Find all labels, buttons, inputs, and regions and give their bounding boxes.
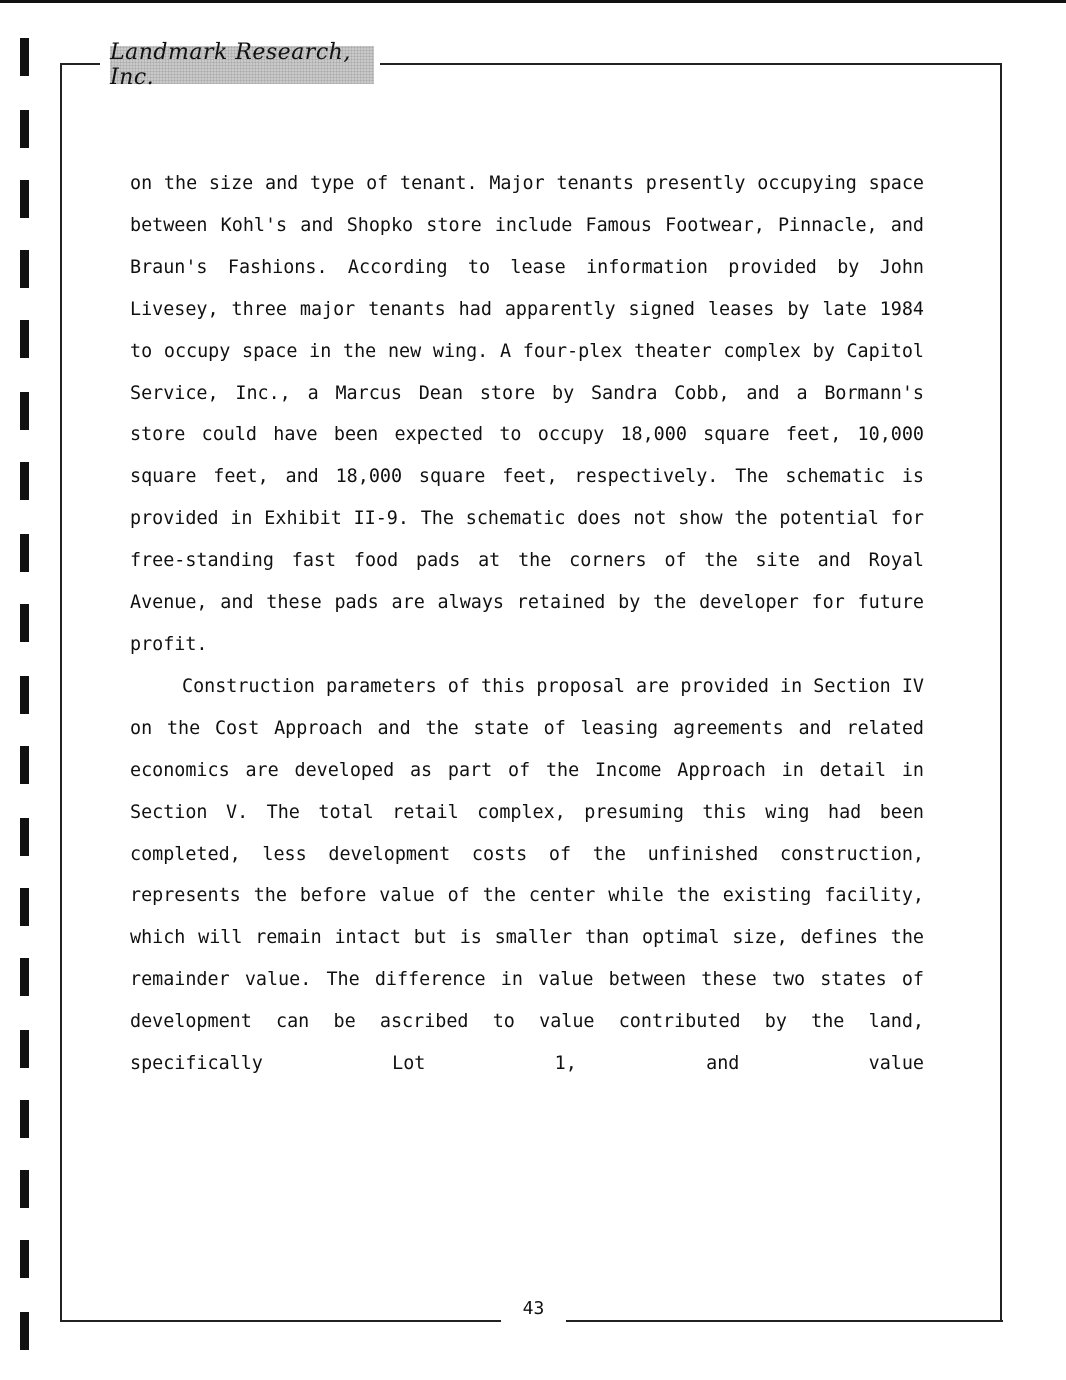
binding-hole <box>20 110 29 148</box>
binding-hole <box>20 676 29 714</box>
binding-hole <box>20 320 29 358</box>
binding-hole <box>20 604 29 642</box>
binding-hole <box>20 888 29 926</box>
binding-hole <box>20 818 29 856</box>
binding-hole <box>20 958 29 996</box>
page-number: 43 <box>522 1298 545 1319</box>
binding-hole <box>20 462 29 500</box>
body-paragraph: Construction parameters of this proposal are provided in Section IV on the Cost Approach and the state of leasing agreements and related economics are developed as part of the Income Approach in detail in Section V. The total retail complex, presuming this wing had been completed, less development costs of the unfinished construction, represents the before value of the center while the existing facility, which will remain intact but is smaller than optimal size, defines the remainder value. The difference in value between these two states of development can be ascribed to value contributed by the land, specifically Lot 1, and value <box>130 675 924 1075</box>
binding-holes <box>20 0 40 1380</box>
binding-hole <box>20 1170 29 1208</box>
company-logo <box>110 40 374 90</box>
page-body <box>130 163 924 1085</box>
binding-hole <box>20 1240 29 1278</box>
binding-hole <box>20 746 29 784</box>
binding-hole <box>20 1030 29 1068</box>
company-logo-text: Landmark Research, Inc. <box>110 40 351 90</box>
binding-hole <box>20 180 29 218</box>
frame-bottom-rule-left <box>60 1320 501 1322</box>
binding-hole <box>20 250 29 288</box>
body-paragraph: on the size and type of tenant. Major tenants presently occupying space between Kohl's and Shopko store include Famous Footwear, Pinnacle, and Braun's Fashions. According to lease information provided by John Livesey, three major tenants had apparently signed leases by late 1984 to occupy space in the new wing. A four-plex theater complex by Capitol Service, Inc., a Marcus Dean store by Sandra Cobb, and a Bormann's store could have been expected to occupy 18,000 square feet, 10,000 square feet, and 18,000 square feet, respectively. The schematic is provided in Exhibit II-9. The schematic does not show the potential for free-standing fast food pads at the corners of the site and Royal Avenue, and these pads are always retained by the developer for future profit. <box>130 173 924 655</box>
frame-bottom-rule-right <box>566 1320 1003 1322</box>
binding-hole <box>20 392 29 430</box>
top-edge-rule <box>0 0 1066 3</box>
binding-hole <box>20 1312 29 1350</box>
binding-hole <box>20 534 29 572</box>
binding-hole <box>20 1100 29 1138</box>
binding-hole <box>20 38 29 76</box>
